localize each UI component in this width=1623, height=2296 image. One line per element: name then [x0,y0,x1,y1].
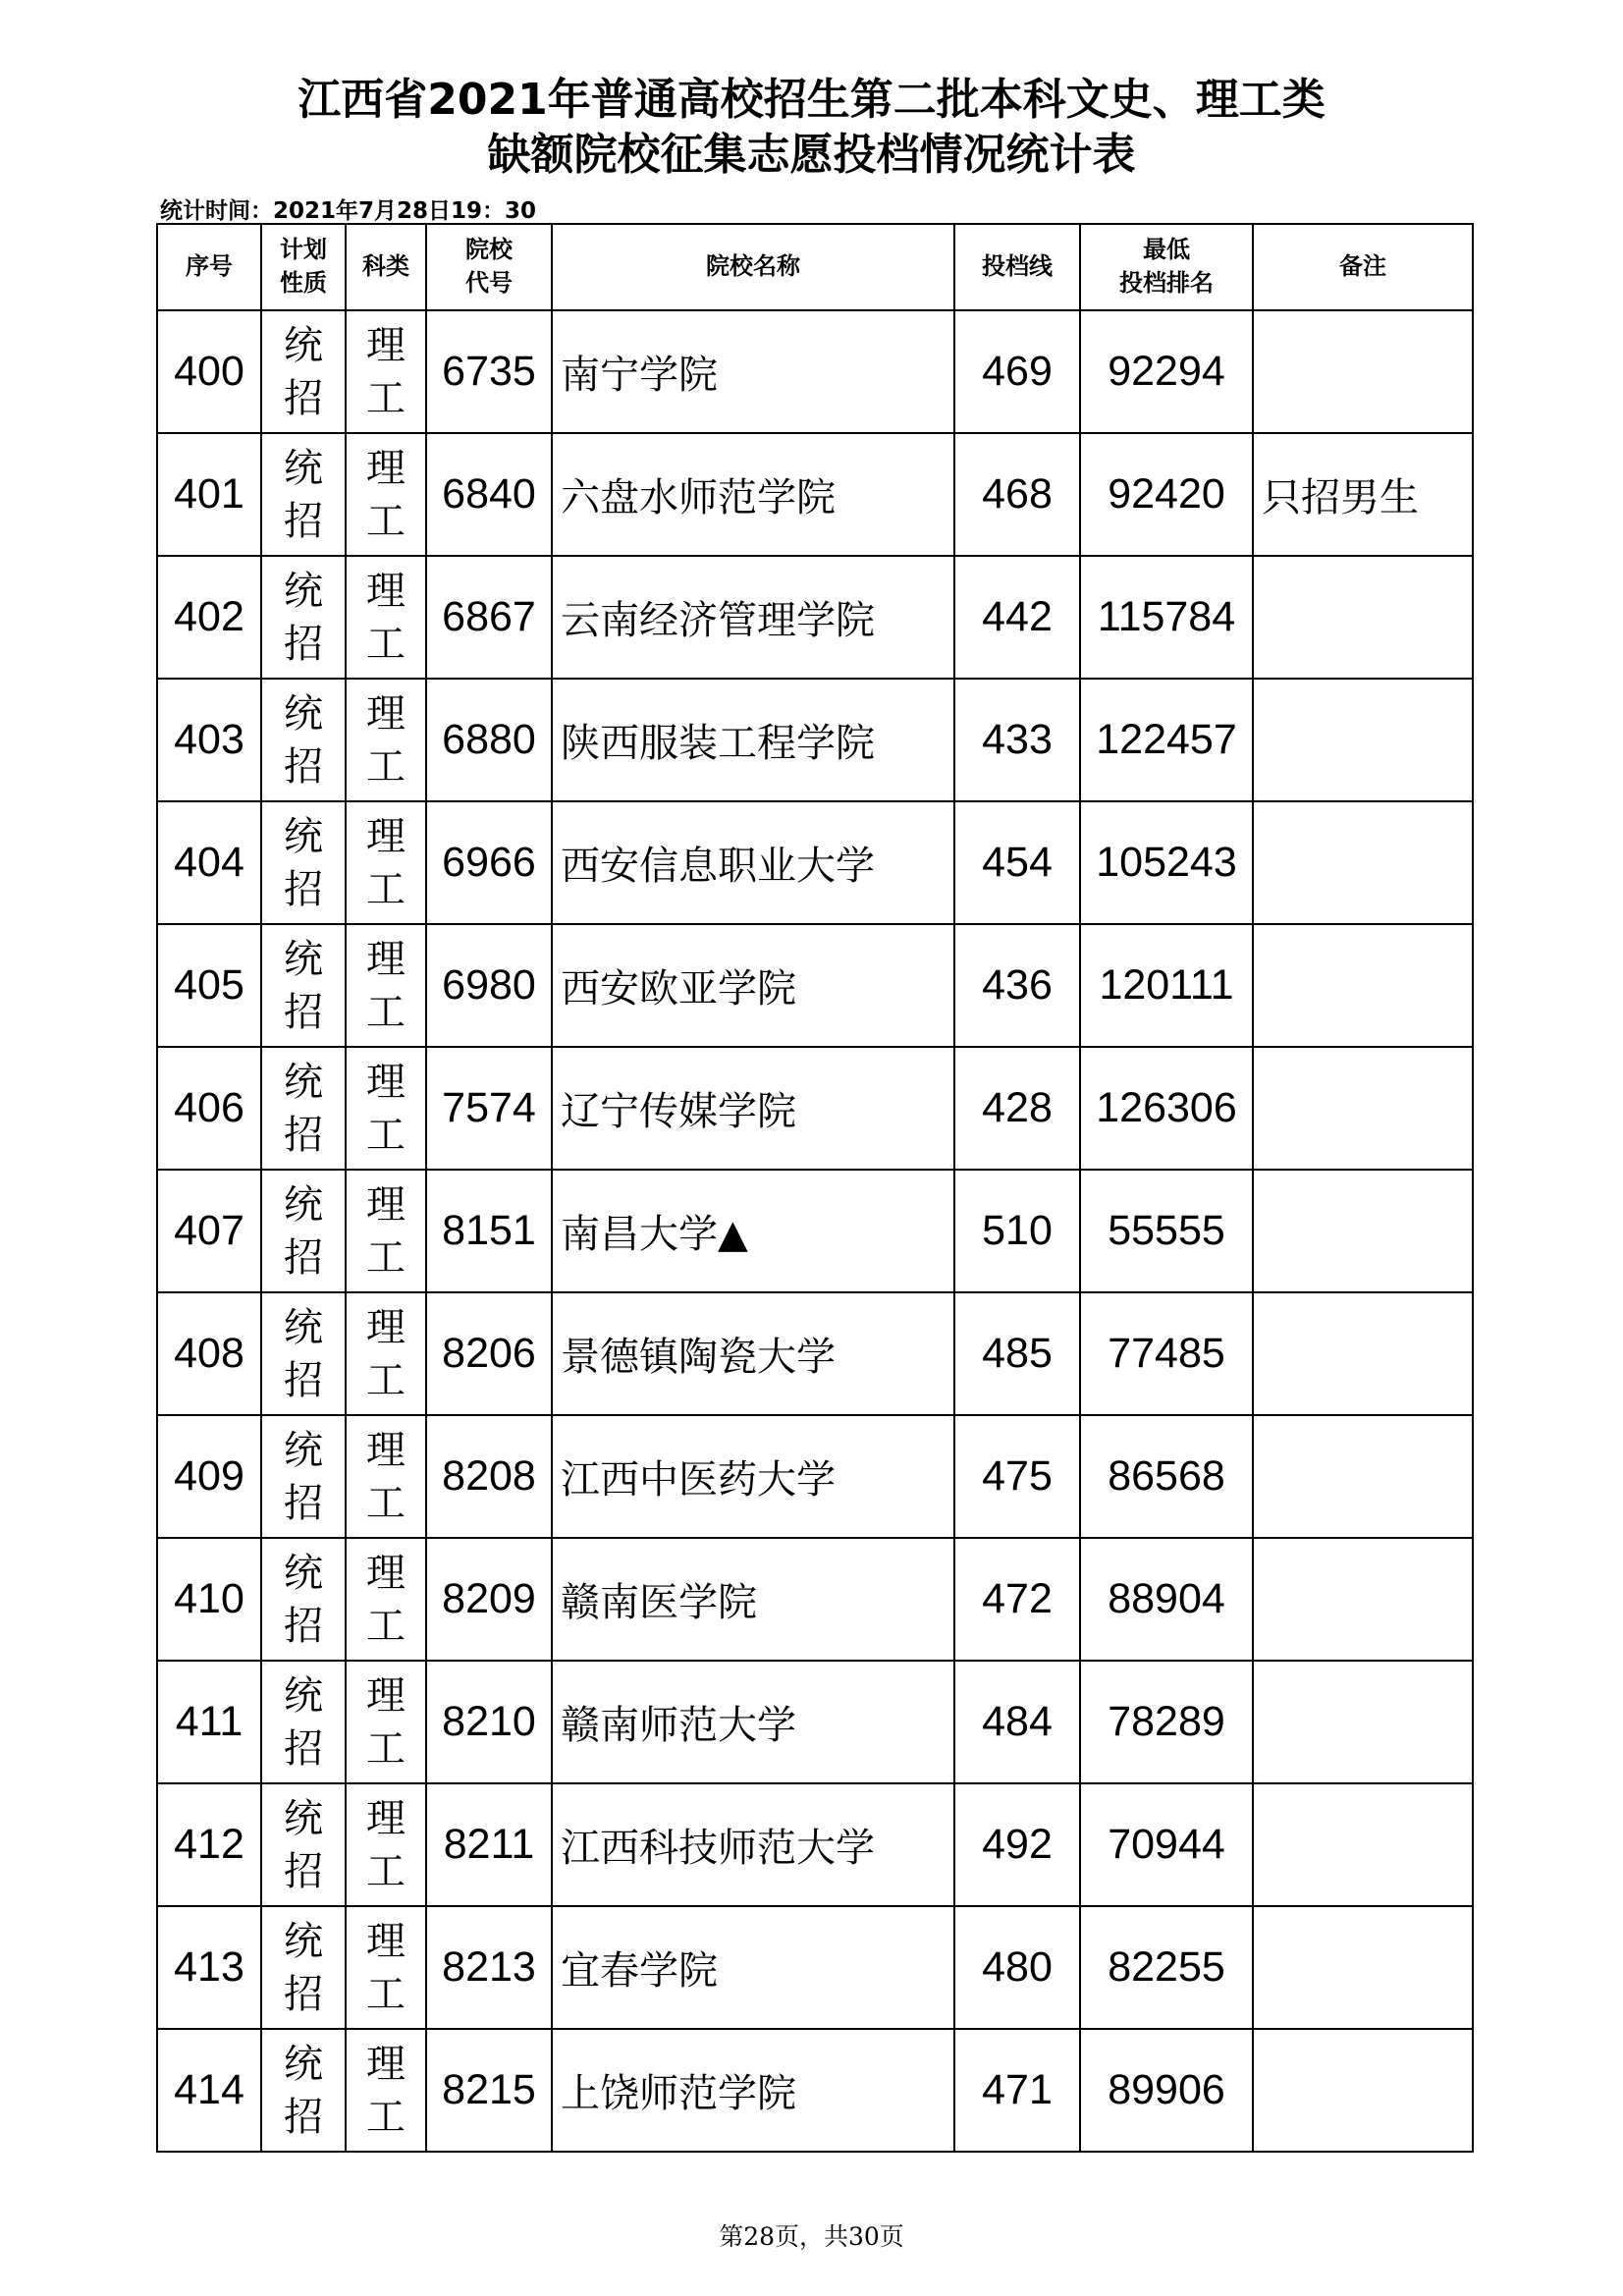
cell-rank: 55555 [1080,1170,1253,1292]
cell-note [1253,1538,1473,1661]
cell-line: 454 [954,801,1080,924]
cell-plan: 统 招 [261,1906,346,2029]
table-row [157,556,1473,679]
cell-school-name: 上饶师范学院 [552,2029,954,2152]
cell-plan: 统 招 [261,1783,346,1906]
table-row [157,1538,1473,1661]
cell-seq: 404 [157,801,261,924]
cell-code: 6867 [426,556,552,679]
cell-category: 理 工 [346,1047,426,1170]
table-row [157,310,1473,433]
cell-code: 8213 [426,1906,552,2029]
table-row [157,924,1473,1047]
cell-plan: 统 招 [261,556,346,679]
cell-note [1253,1292,1473,1415]
cell-plan: 统 招 [261,1538,346,1661]
cell-line: 469 [954,310,1080,433]
cell-line: 428 [954,1047,1080,1170]
col-header-seq: 序号 [157,224,261,310]
col-header-plan: 计划 性质 [261,224,346,310]
cell-category: 理 工 [346,801,426,924]
stat-time: 统计时间：2021年7月28日19：30 [160,198,537,224]
cell-seq: 407 [157,1170,261,1292]
cell-category: 理 工 [346,310,426,433]
cell-line: 485 [954,1292,1080,1415]
cell-code: 6840 [426,433,552,556]
cell-seq: 400 [157,310,261,433]
cell-line: 468 [954,433,1080,556]
cell-seq: 410 [157,1538,261,1661]
col-header-category: 科类 [346,224,426,310]
cell-note [1253,1783,1473,1906]
cell-school-name: 赣南医学院 [552,1538,954,1661]
cell-line: 442 [954,556,1080,679]
cell-note [1253,1170,1473,1292]
page-number: 第28页，共30页 [719,2222,904,2251]
cell-rank: 82255 [1080,1906,1253,2029]
cell-category: 理 工 [346,2029,426,2152]
cell-line: 484 [954,1661,1080,1783]
cell-rank: 122457 [1080,679,1253,801]
cell-code: 8210 [426,1661,552,1783]
cell-plan: 统 招 [261,679,346,801]
cell-rank: 115784 [1080,556,1253,679]
page-title: 江西省2021年普通高校招生第二批本科文史、理工类 [298,75,1325,125]
col-header-line: 投档线 [954,224,1080,310]
cell-code: 6880 [426,679,552,801]
cell-plan: 统 招 [261,1292,346,1415]
cell-rank: 120111 [1080,924,1253,1047]
cell-rank: 92420 [1080,433,1253,556]
table-row [157,1047,1473,1170]
cell-code: 7574 [426,1047,552,1170]
cell-school-name: 辽宁传媒学院 [552,1047,954,1170]
cell-school-name: 赣南师范大学 [552,1661,954,1783]
cell-school-name: 六盘水师范学院 [552,433,954,556]
table-body [157,310,1473,2152]
cell-code: 8151 [426,1170,552,1292]
table-row [157,1661,1473,1783]
cell-line: 472 [954,1538,1080,1661]
cell-seq: 403 [157,679,261,801]
cell-category: 理 工 [346,556,426,679]
cell-code: 8209 [426,1538,552,1661]
cell-category: 理 工 [346,1906,426,2029]
cell-note [1253,310,1473,433]
cell-school-name: 景德镇陶瓷大学 [552,1292,954,1415]
table-row [157,1415,1473,1538]
cell-school-name: 南昌大学▲ [552,1170,954,1292]
cell-plan: 统 招 [261,1661,346,1783]
cell-seq: 406 [157,1047,261,1170]
cell-plan: 统 招 [261,2029,346,2152]
table-row [157,1170,1473,1292]
cell-rank: 78289 [1080,1661,1253,1783]
cell-plan: 统 招 [261,1047,346,1170]
cell-note [1253,2029,1473,2152]
cell-plan: 统 招 [261,801,346,924]
cell-category: 理 工 [346,1292,426,1415]
cell-school-name: 江西中医药大学 [552,1415,954,1538]
cell-line: 492 [954,1783,1080,1906]
cell-note [1253,1906,1473,2029]
col-header-code: 院校 代号 [426,224,552,310]
cell-seq: 402 [157,556,261,679]
cell-note [1253,679,1473,801]
cell-line: 471 [954,2029,1080,2152]
cell-category: 理 工 [346,1170,426,1292]
cell-line: 436 [954,924,1080,1047]
cell-note [1253,1661,1473,1783]
cell-rank: 88904 [1080,1538,1253,1661]
cell-seq: 412 [157,1783,261,1906]
cell-code: 8211 [426,1783,552,1906]
table-row [157,1292,1473,1415]
cell-rank: 89906 [1080,2029,1253,2152]
col-header-rank: 最低 投档排名 [1080,224,1253,310]
cell-plan: 统 招 [261,310,346,433]
cell-rank: 77485 [1080,1292,1253,1415]
cell-school-name: 西安信息职业大学 [552,801,954,924]
cell-note [1253,924,1473,1047]
cell-seq: 408 [157,1292,261,1415]
cell-note [1253,801,1473,924]
cell-note [1253,1415,1473,1538]
cell-rank: 105243 [1080,801,1253,924]
header-row [157,224,1473,310]
cell-seq: 405 [157,924,261,1047]
cell-rank: 70944 [1080,1783,1253,1906]
table-row [157,1783,1473,1906]
cell-code: 6980 [426,924,552,1047]
page-subtitle: 缺额院校征集志愿投档情况统计表 [487,130,1136,180]
cell-code: 6735 [426,310,552,433]
cell-plan: 统 招 [261,1170,346,1292]
col-header-name: 院校名称 [552,224,954,310]
cell-school-name: 南宁学院 [552,310,954,433]
cell-school-name: 陕西服装工程学院 [552,679,954,801]
cell-seq: 414 [157,2029,261,2152]
table-row [157,679,1473,801]
table-row [157,801,1473,924]
cell-note [1253,556,1473,679]
table-row [157,2029,1473,2152]
admission-table [156,223,1474,2153]
cell-rank: 92294 [1080,310,1253,433]
cell-seq: 411 [157,1661,261,1783]
cell-plan: 统 招 [261,433,346,556]
cell-plan: 统 招 [261,1415,346,1538]
cell-code: 8208 [426,1415,552,1538]
cell-code: 8215 [426,2029,552,2152]
col-header-note: 备注 [1253,224,1473,310]
cell-plan: 统 招 [261,924,346,1047]
cell-rank: 126306 [1080,1047,1253,1170]
cell-category: 理 工 [346,1538,426,1661]
cell-school-name: 云南经济管理学院 [552,556,954,679]
cell-school-name: 宜春学院 [552,1906,954,2029]
cell-line: 480 [954,1906,1080,2029]
cell-category: 理 工 [346,433,426,556]
cell-category: 理 工 [346,1661,426,1783]
cell-note: 只招男生 [1253,433,1473,556]
cell-category: 理 工 [346,1415,426,1538]
cell-category: 理 工 [346,1783,426,1906]
cell-school-name: 西安欧亚学院 [552,924,954,1047]
table-row [157,433,1473,556]
cell-note [1253,1047,1473,1170]
cell-seq: 409 [157,1415,261,1538]
cell-line: 510 [954,1170,1080,1292]
table-row [157,1906,1473,2029]
cell-seq: 413 [157,1906,261,2029]
cell-line: 475 [954,1415,1080,1538]
cell-line: 433 [954,679,1080,801]
cell-seq: 401 [157,433,261,556]
cell-school-name: 江西科技师范大学 [552,1783,954,1906]
cell-code: 6966 [426,801,552,924]
cell-category: 理 工 [346,924,426,1047]
cell-category: 理 工 [346,679,426,801]
cell-code: 8206 [426,1292,552,1415]
cell-rank: 86568 [1080,1415,1253,1538]
